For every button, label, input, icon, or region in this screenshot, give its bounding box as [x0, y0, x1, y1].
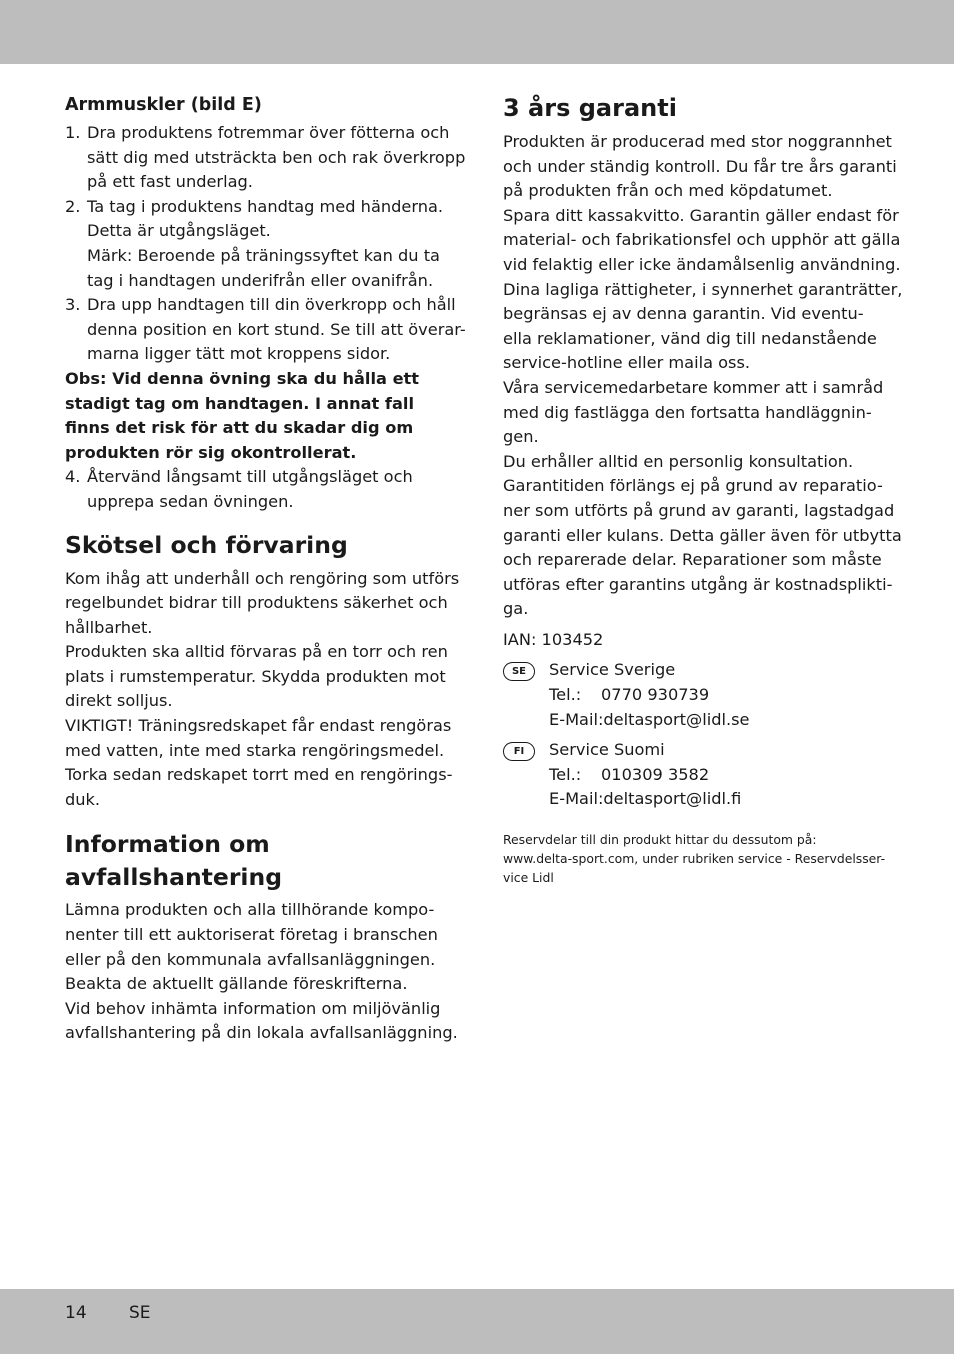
waste-text	[65, 898, 457, 1046]
text-line: och under ständig kontroll. Du får tre års garanti	[503, 156, 897, 176]
step-4	[65, 465, 457, 514]
text-line: Återvänd långsamt till utgångsläget och	[87, 467, 413, 487]
warranty-heading: 3 års garanti	[503, 94, 677, 122]
text-line: eller på den kommunala avfallsanläggningen.	[65, 949, 436, 969]
list-item	[65, 195, 457, 293]
text-line: sätt dig med utsträckta ben och rak överkropp	[87, 147, 466, 167]
country-badge-icon: SE	[503, 662, 535, 681]
header-band	[0, 0, 954, 64]
text-line: Reservdelar till din produkt hittar du dessutom på:	[503, 832, 817, 848]
service-email: E-Mail:deltasport@lidl.se	[549, 709, 750, 729]
text-line: ga.	[503, 599, 529, 619]
warning-text	[65, 367, 457, 465]
country-badge-icon: FI	[503, 742, 535, 761]
text-line: Detta är utgångsläget.	[87, 221, 271, 241]
text-line: upprepa sedan övningen.	[87, 491, 294, 511]
list-item-text	[87, 293, 466, 367]
phone-number: 0770 930739	[601, 685, 710, 705]
text-line: vice Lidl	[503, 870, 554, 886]
text-line: Våra servicemedarbetare kommer att i samråd	[503, 377, 884, 397]
service-contact	[503, 658, 895, 732]
text-line: Dina lagliga rättigheter, i synnerhet garanträtter,	[503, 279, 903, 299]
text-line: på produkten från och med köpdatumet.	[503, 181, 833, 201]
service-name: Service Sverige	[549, 660, 676, 680]
phone-label: Tel.:	[549, 764, 582, 784]
list-item-text	[87, 121, 465, 195]
list-item-number: 2.	[65, 196, 81, 216]
text-line: Lämna produkten och alla tillhörande kompo-	[65, 900, 435, 920]
text-line: garanti eller kulans. Detta gäller även för utbytta	[503, 525, 902, 545]
service-phone	[549, 763, 741, 788]
page-number: 14	[65, 1303, 87, 1323]
text-line: marna ligger tätt mot kroppens sidor.	[87, 344, 391, 364]
text-line: Kom ihåg att underhåll och rengöring som utförs	[65, 568, 460, 588]
text-line: hållbarhet.	[65, 617, 153, 637]
text-line: Du erhåller alltid en personlig konsultation.	[503, 451, 854, 471]
text-line: Ta tag i produktens handtag med händerna.	[87, 196, 444, 216]
text-line: och reparerade delar. Reparationer som måste	[503, 550, 882, 570]
phone-number: 010309 3582	[601, 764, 710, 784]
ian-number: IAN: 103452	[503, 629, 604, 649]
text-line: begränsas ej av denna garantin. Vid eventu-	[503, 304, 864, 324]
care-heading: Skötsel och förvaring	[65, 530, 348, 559]
text-line: på ett fast underlag.	[87, 172, 253, 192]
list-item	[65, 121, 466, 195]
text-line: ella reklamationer, vänd dig till nedanstående	[503, 328, 877, 348]
list-item	[65, 293, 466, 367]
text-line: produkten rör sig okontrollerat.	[65, 442, 357, 462]
text-line: duk.	[65, 789, 101, 809]
service-contact	[503, 738, 895, 812]
list-item-text	[87, 465, 413, 514]
text-line: Vid behov inhämta information om miljövänlig	[65, 998, 441, 1018]
text-line: med dig fastlägga den fortsatta handläggnin-	[503, 402, 872, 422]
text-line: plats i rumstemperatur. Skydda produkten mot	[65, 666, 446, 686]
service-details	[549, 738, 741, 812]
text-line: denna position en kort stund. Se till att överar-	[87, 319, 466, 339]
text-line: tag i handtagen underifrån eller ovanifrån.	[87, 270, 434, 290]
list-item-number: 4.	[65, 467, 81, 487]
service-contacts	[503, 658, 895, 812]
phone-label: Tel.:	[549, 685, 582, 705]
list-item-number: 3.	[65, 295, 81, 315]
text-line: Dra upp handtagen till din överkropp och håll	[87, 295, 456, 315]
text-line: regelbundet bidrar till produktens säkerhet och	[65, 593, 448, 613]
text-line: finns det risk för att du skadar dig om	[65, 418, 414, 438]
text-line: Garantitiden förlängs ej på grund av reparatio-	[503, 476, 883, 496]
text-line: www.delta-sport.com, under rubriken service - Reservdelsser-	[503, 851, 886, 867]
text-line: gen.	[503, 427, 539, 447]
text-line: Produkten ska alltid förvaras på en torr och ren	[65, 642, 448, 662]
text-line: Torka sedan redskapet torrt med en rengörings-	[65, 765, 453, 785]
right-column	[503, 92, 903, 887]
list-item	[65, 465, 457, 514]
text-line: nenter till ett auktoriserat företag i branschen	[65, 925, 438, 945]
list-item-number: 1.	[65, 123, 81, 142]
page-language: SE	[129, 1303, 151, 1323]
text-line: avfallshantering på din lokala avfallsanläggning.	[65, 1023, 458, 1043]
text-line: Beakta de aktuellt gällande föreskrifterna.	[65, 974, 408, 994]
left-column	[65, 92, 466, 1046]
text-line: service-hotline eller maila oss.	[503, 353, 751, 373]
service-phone	[549, 683, 750, 708]
steps-list	[65, 121, 466, 367]
text-line: Dra produktens fotremmar över fötterna och	[87, 123, 450, 142]
warranty-text	[503, 130, 903, 622]
text-line: Obs: Vid denna övning ska du hålla ett	[65, 368, 420, 388]
service-details	[549, 658, 750, 732]
service-name: Service Suomi	[549, 740, 665, 760]
text-line: med vatten, inte med starka rengöringsmedel.	[65, 740, 445, 760]
text-line: Märk: Beroende på träningssyftet kan du ta	[87, 245, 440, 265]
waste-heading	[65, 828, 457, 894]
text-line: material- och fabrikationsfel och upphör att gälla	[503, 230, 901, 250]
text-line: stadigt tag om handtagen. I annat fall	[65, 393, 414, 413]
arm-heading: Armmuskler (bild E)	[65, 95, 262, 115]
text-line: Produkten är producerad med stor noggrannhet	[503, 132, 892, 151]
service-email: E-Mail:deltasport@lidl.fi	[549, 789, 742, 809]
waste-heading-line: Information om	[65, 830, 270, 859]
text-line: Spara ditt kassakvitto. Garantin gäller endast för	[503, 205, 899, 225]
text-line: VIKTIGT! Träningsredskapet får endast rengöras	[65, 716, 452, 736]
text-line: utföras efter garantins utgång är kostnadsplikti-	[503, 574, 893, 594]
text-line: ner som utförts på grund av garanti, lagstadgad	[503, 500, 895, 520]
text-line: vid felaktig eller icke ändamålsenlig användning.	[503, 254, 901, 274]
text-line: direkt solljus.	[65, 691, 173, 711]
waste-heading-line: avfallshantering	[65, 863, 283, 892]
list-item-text	[87, 195, 443, 293]
spare-parts-note	[503, 830, 895, 887]
care-text	[65, 567, 460, 813]
